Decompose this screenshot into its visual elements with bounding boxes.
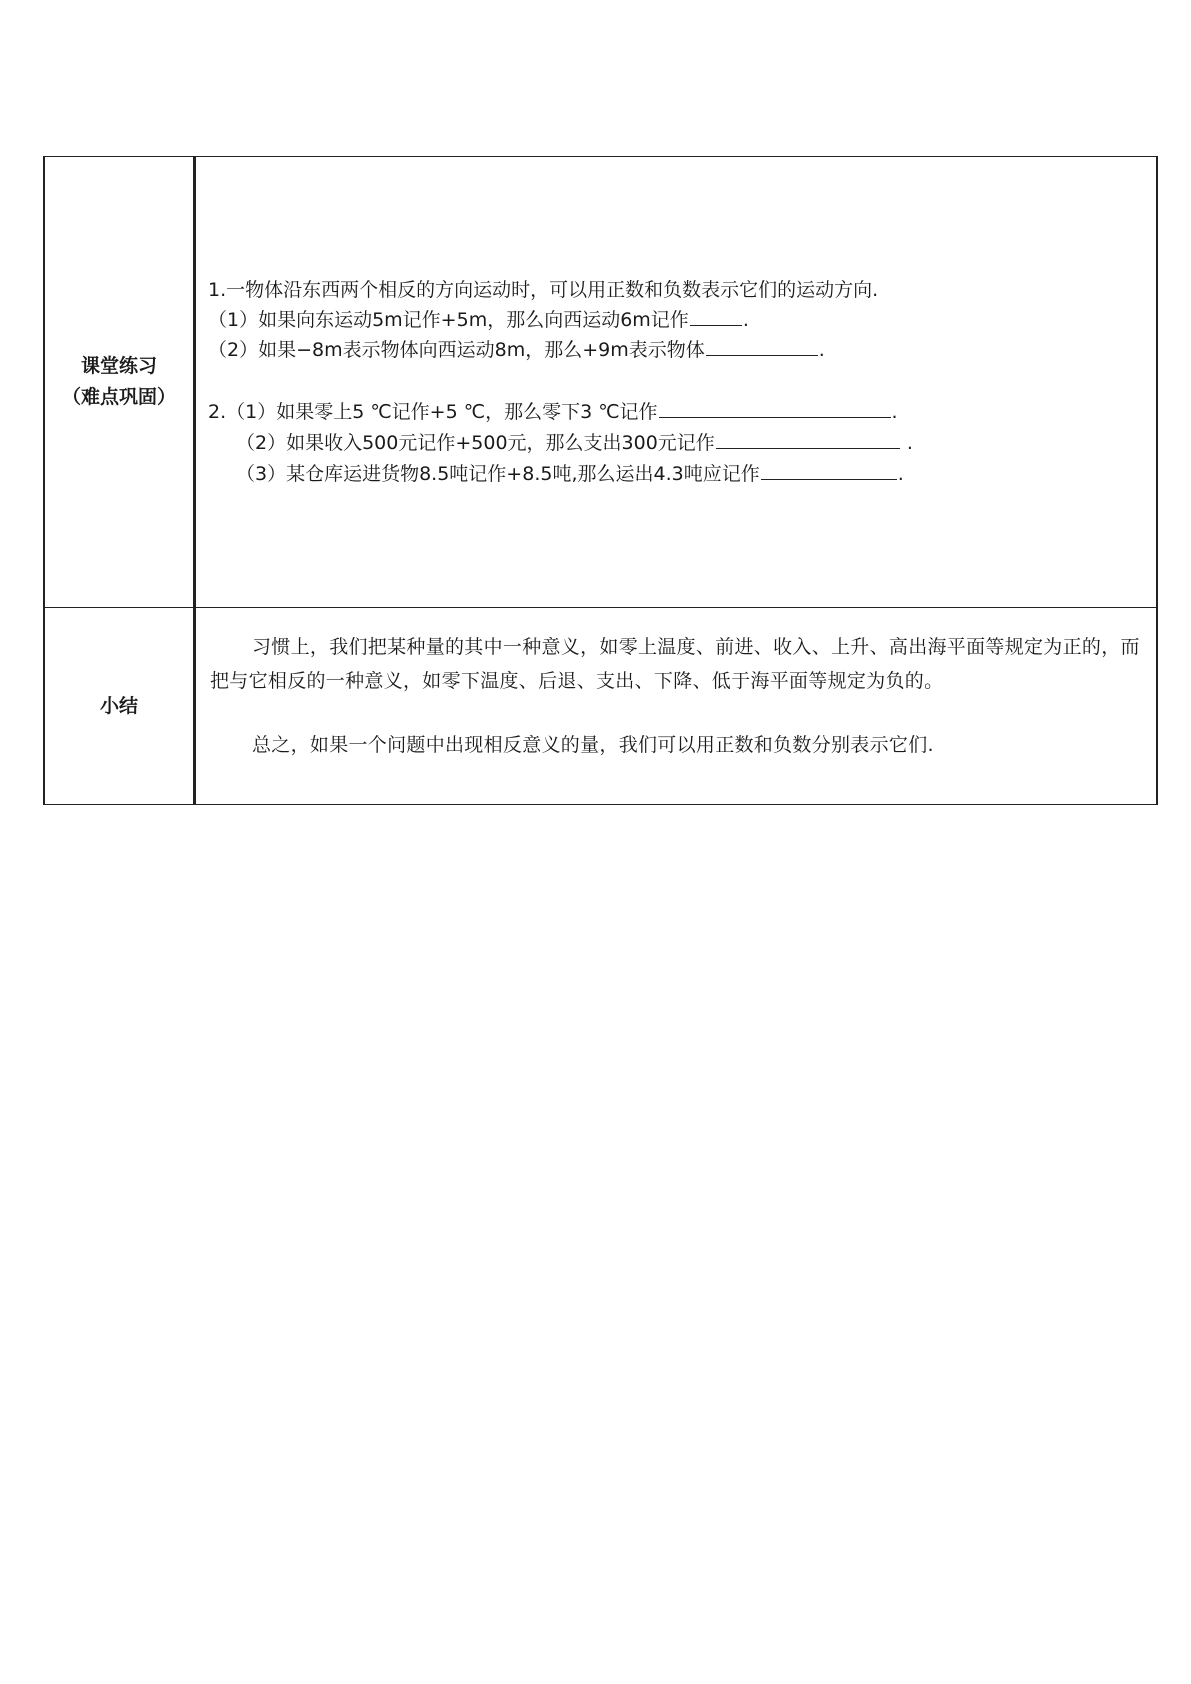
lesson-table (43, 156, 1158, 805)
question-1-part-2-text: （2）如果−8m表示物体向西运动8m，那么+9m表示物体 (208, 339, 705, 361)
question-1-stem: 1.一物体沿东西两个相反的方向运动时，可以用正数和负数表示它们的运动方向. (208, 279, 879, 301)
question-2-part-3-end: . (897, 463, 904, 485)
summary-row (45, 608, 1156, 804)
answer-blank (690, 307, 742, 326)
practice-label-subtitle: （难点巩固） (61, 386, 176, 408)
summary-label-cell (45, 608, 196, 804)
question-2-part-2-end: . (900, 432, 913, 454)
question-2-part-1 (208, 399, 898, 425)
practice-label-title: 课堂练习 (80, 355, 157, 377)
summary-label: 小结 (99, 694, 138, 717)
question-1-part-2 (208, 337, 825, 363)
question-1-part-2-end: . (818, 339, 825, 361)
answer-blank (716, 430, 900, 449)
summary-paragraph-2: 总之，如果一个问题中出现相反意义的量，我们可以用正数和负数分别表示它们. (252, 734, 934, 756)
practice-content-cell (196, 157, 1156, 607)
summary-content-cell (196, 608, 1156, 804)
question-1-part-1-text: （1）如果向东运动5m记作+5m，那么向西运动6m记作 (208, 309, 689, 331)
question-2-part-2-text: （2）如果收入500元记作+500元，那么支出300元记作 (236, 432, 715, 454)
question-2-part-1-text: 2.（1）如果零上5 ℃记作+5 ℃，那么零下3 ℃记作 (208, 401, 658, 423)
practice-label-cell (45, 157, 196, 607)
summary-paragraph-1: 习惯上，我们把某种量的其中一种意义，如零上温度、前进、收入、上升、高出海平面等规定为正的，而把与它相反的一种意义，如零下温度、后退、支出、下降、低于海平面等规定为负的。 (210, 636, 1140, 692)
question-2-part-3-text: （3）某仓库运进货物8.5吨记作+8.5吨,那么运出4.3吨应记作 (236, 463, 760, 485)
question-2-part-2 (236, 430, 913, 456)
question-2-part-3 (236, 461, 904, 487)
answer-blank (659, 399, 891, 418)
answer-blank (761, 461, 897, 480)
question-2-part-1-end: . (891, 401, 898, 423)
practice-row (45, 157, 1156, 608)
answer-blank (706, 337, 818, 356)
question-1-part-1-end: . (742, 309, 749, 331)
question-1-part-1 (208, 307, 749, 333)
